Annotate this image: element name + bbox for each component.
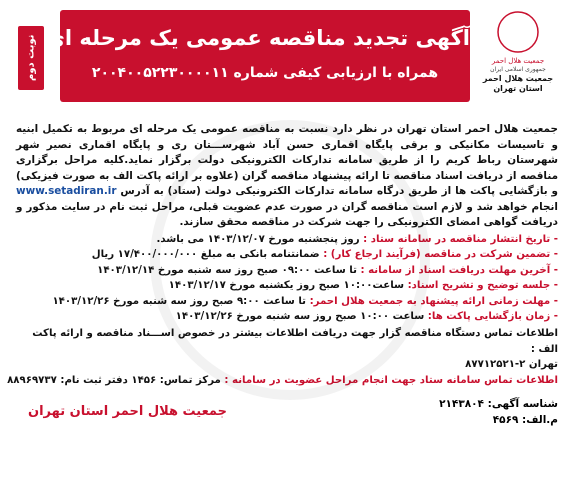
item-value: ضمانتنامه بانکی به مبلغ ۱۷/۴۰۰/۰۰۰/۰۰۰ ریال — [91, 249, 324, 261]
logo-text-3: جمعیت هلال احمر — [482, 74, 554, 83]
item-label: - زمان بازگشایی پاکت ها: — [427, 311, 558, 323]
crescent-icon — [496, 10, 540, 54]
paragraph-part-2: انجام خواهد شد و لازم است مناقصه گران در صورت عدم عضویت قبلی، مراحل ثبت نام در سایت مذکور و دریافت گواهی امضای الکترونیکی را جهت شرکت در مناقصه محقق سازند. — [16, 200, 558, 228]
ad-ids — [439, 396, 558, 428]
ad-mali: م.الف: ۴۵۶۹ — [492, 414, 558, 427]
logo-text-2: جمهوری اسلامی ایران — [490, 66, 546, 73]
contact-phone: تهران ۲-۸۷۷۱۲۵۲۱ — [465, 359, 558, 371]
item-label: - تاریخ انتشار مناقصه در سامانه ستاد : — [363, 233, 558, 245]
contact-info — [7, 326, 558, 388]
item-opening — [16, 309, 558, 325]
ad-title: آگهی تجدید مناقصه عمومی یک مرحله ای — [45, 26, 470, 50]
title-box — [45, 10, 470, 102]
item-value: روز پنجشنبه مورخ ۱۴۰۳/۱۲/۰۷ می باشد. — [156, 233, 364, 245]
nobat-badge: نوبت دوم — [18, 26, 44, 90]
setad-link[interactable]: www.setadiran.ir — [16, 185, 117, 197]
item-bid-deadline — [16, 294, 558, 310]
tender-items — [16, 232, 558, 326]
item-value: ساعت۱۰:۰۰ صبح روز یکشنبه مورخ ۱۴۰۳/۱۲/۱۷ — [168, 280, 408, 292]
item-publish-date — [16, 232, 558, 248]
contact-setad-value: مرکز تماس: ۱۴۵۶ دفتر ثبت نام: ۸۸۹۶۹۷۳۷ — [7, 374, 225, 386]
item-label: - جلسه توضیح و تشریح اسناد: — [407, 280, 558, 292]
ad-subtitle: همراه با ارزیابی کیفی شماره ۲۰۰۴۰۰۵۲۲۳۰۰۰۰۱۱ — [91, 65, 439, 81]
paragraph-part-1: جمعیت هلال احمر استان تهران در نظر دارد نسبت به مناقصه عمومی یک مرحله ای مربوط به تکمیل ابنیه و تاسیسات مکانیکی و برقی پایگاه اقماری حسن آباد شهرســـتان ری و پایگاه اقماری نصیر شهر شهرستان رباط کریم را از طریق سامانه تدارکات الکترونیکی دولت برگزار نماید.کلیه مراحل برگزاری مناقصه از دریافت اسناد مناقصه تا ارائه پیشنهاد مناقصه گران (علاوه بر ارائه پاکت الف به صورت فیزیکی) و بازگشایی پاکت ها از طریق درگاه سامانه تدارکات الکترونیکی دولت (ستاد) به آدرس — [16, 123, 558, 197]
ad-footer — [16, 390, 558, 450]
ad-paragraph — [16, 122, 558, 231]
footer-org-name: جمعیت هلال احمر استان تهران — [28, 404, 228, 420]
contact-line-1: اطلاعات تماس دستگاه مناقصه گزار جهت دریافت اطلاعات بیشتر در خصوص اســـناد مناقصه و ارائه پاکت الف : — [32, 328, 558, 355]
logo-text-1: جمعیت هلال احمر — [491, 57, 545, 65]
item-label: - آخرین مهلت دریافت اسناد از سامانه : — [360, 264, 558, 276]
ad-shenaseh: شناسه آگهی: ۲۱۴۳۸۰۴ — [439, 398, 558, 411]
contact-setad-label: اطلاعات تماس سامانه ستاد جهت انجام مراحل عضویت در سامانه : — [224, 374, 558, 386]
contact-setad — [7, 373, 558, 389]
item-value: تا ساعت ۰۹:۰۰ صبح روز سه شنبه مورخ ۱۴۰۳/۱۲/۱۴ — [97, 264, 361, 276]
ad-header — [16, 0, 558, 116]
item-label: - مهلت زمانی ارائه پیشنهاد به جمعیت هلال احمر: — [309, 295, 558, 307]
item-label: - تضمین شرکت در مناقصه (فرآیند ارجاع کار) : — [323, 249, 558, 261]
item-value: تا ساعت ۹:۰۰ صبح روز سه شنبه مورخ ۱۴۰۳/۱۲/۲۶ — [52, 295, 310, 307]
item-briefing — [16, 278, 558, 294]
item-guarantee — [16, 247, 558, 263]
logo-text-4: استان تهران — [493, 84, 543, 93]
item-value: ساعت ۱۰:۰۰ صبح روز سه شنبه مورخ ۱۴۰۳/۱۲/۲۶ — [175, 311, 428, 323]
item-doc-deadline — [16, 263, 558, 279]
red-crescent-logo — [478, 10, 558, 110]
